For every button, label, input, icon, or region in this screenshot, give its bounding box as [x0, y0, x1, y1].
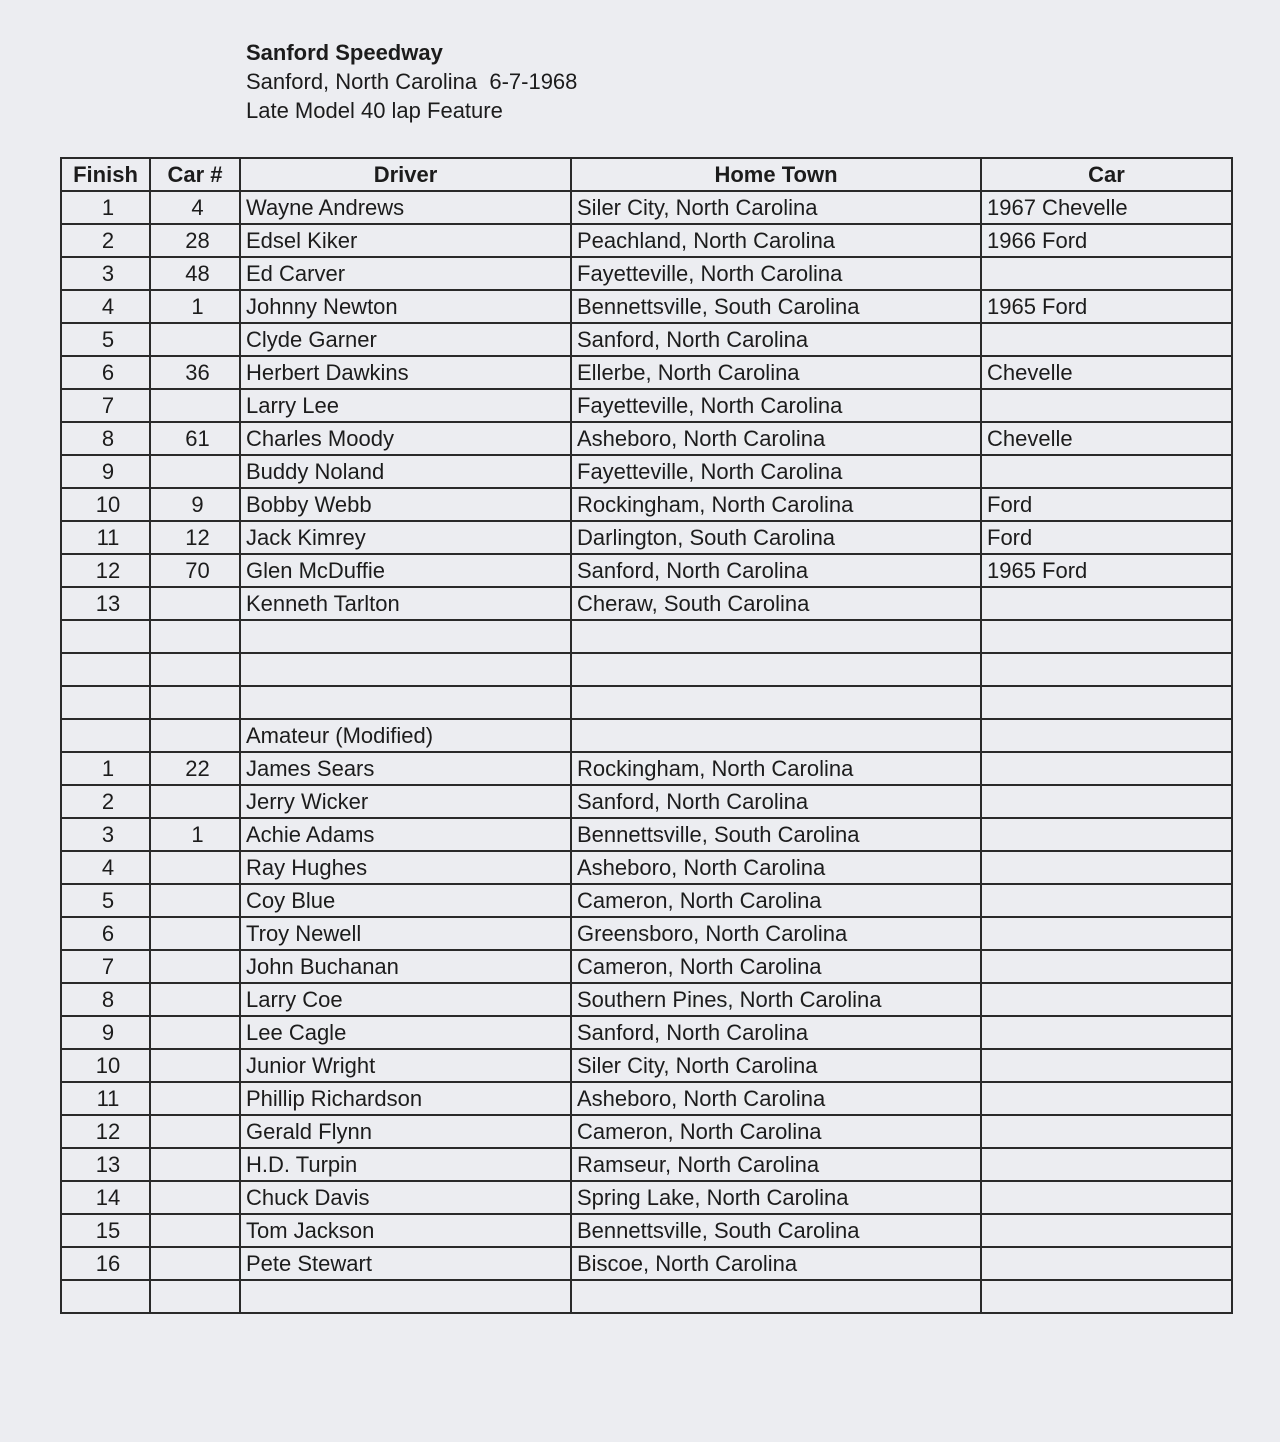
finish-cell: 7 [61, 950, 150, 983]
finish-cell: 13 [61, 1148, 150, 1181]
finish-cell: 4 [61, 851, 150, 884]
driver-cell [240, 620, 571, 653]
finish-cell: 16 [61, 1247, 150, 1280]
finish-cell [61, 719, 150, 752]
car-number-cell [150, 1016, 240, 1049]
table-row [61, 1016, 1232, 1049]
finish-cell: 13 [61, 587, 150, 620]
car-number-cell: 9 [150, 488, 240, 521]
home-town-cell: Greensboro, North Carolina [571, 917, 981, 950]
car-cell [981, 323, 1232, 356]
car-number-cell [150, 455, 240, 488]
driver-cell: Johnny Newton [240, 290, 571, 323]
home-town-cell: Bennettsville, South Carolina [571, 290, 981, 323]
car-cell [981, 818, 1232, 851]
results-table [60, 157, 1233, 1314]
car-number-cell [150, 587, 240, 620]
car-number-cell [150, 884, 240, 917]
car-number-cell: 12 [150, 521, 240, 554]
car-cell [981, 851, 1232, 884]
track-name: Sanford Speedway [246, 40, 443, 65]
document-header [246, 38, 577, 125]
finish-cell: 5 [61, 323, 150, 356]
home-town-cell: Asheboro, North Carolina [571, 422, 981, 455]
car-number-cell [150, 686, 240, 719]
table-row [61, 587, 1232, 620]
driver-cell: Charles Moody [240, 422, 571, 455]
table-row [61, 455, 1232, 488]
table-row [61, 389, 1232, 422]
home-town-cell: Spring Lake, North Carolina [571, 1181, 981, 1214]
car-number-cell: 22 [150, 752, 240, 785]
driver-cell: Bobby Webb [240, 488, 571, 521]
car-number-cell: 4 [150, 191, 240, 224]
home-town-cell: Bennettsville, South Carolina [571, 818, 981, 851]
table-row [61, 422, 1232, 455]
finish-cell: 7 [61, 389, 150, 422]
car-cell [981, 752, 1232, 785]
car-cell [981, 653, 1232, 686]
finish-cell: 9 [61, 455, 150, 488]
finish-cell: 11 [61, 1082, 150, 1115]
table-row [61, 356, 1232, 389]
car-number-cell [150, 1181, 240, 1214]
car-number-cell [150, 653, 240, 686]
car-cell [981, 620, 1232, 653]
driver-cell [240, 686, 571, 719]
driver-cell: Clyde Garner [240, 323, 571, 356]
finish-cell [61, 653, 150, 686]
home-town-cell: Fayetteville, North Carolina [571, 455, 981, 488]
driver-cell: Troy Newell [240, 917, 571, 950]
home-town-cell: Sanford, North Carolina [571, 1016, 981, 1049]
driver-cell: Chuck Davis [240, 1181, 571, 1214]
event-name: Late Model 40 lap Feature [246, 98, 503, 123]
col-header-car-number: Car # [150, 158, 240, 191]
finish-cell: 1 [61, 191, 150, 224]
driver-cell: Ray Hughes [240, 851, 571, 884]
car-cell [981, 1115, 1232, 1148]
driver-cell: Larry Coe [240, 983, 571, 1016]
home-town-cell: Cameron, North Carolina [571, 950, 981, 983]
car-number-cell [150, 1280, 240, 1313]
table-row [61, 1214, 1232, 1247]
table-row [61, 1115, 1232, 1148]
home-town-cell: Ramseur, North Carolina [571, 1148, 981, 1181]
car-number-cell [150, 917, 240, 950]
car-cell [981, 1181, 1232, 1214]
finish-cell: 15 [61, 1214, 150, 1247]
finish-cell: 2 [61, 785, 150, 818]
table-row [61, 1247, 1232, 1280]
table-row [61, 917, 1232, 950]
table-row [61, 1148, 1232, 1181]
car-cell [981, 686, 1232, 719]
home-town-cell: Biscoe, North Carolina [571, 1247, 981, 1280]
finish-cell: 10 [61, 488, 150, 521]
car-number-cell [150, 851, 240, 884]
car-number-cell [150, 1247, 240, 1280]
car-cell: Ford [981, 488, 1232, 521]
driver-cell: H.D. Turpin [240, 1148, 571, 1181]
driver-cell: Amateur (Modified) [240, 719, 571, 752]
finish-cell: 10 [61, 1049, 150, 1082]
finish-cell: 6 [61, 356, 150, 389]
finish-cell [61, 686, 150, 719]
driver-cell: Ed Carver [240, 257, 571, 290]
finish-cell: 9 [61, 1016, 150, 1049]
car-number-cell [150, 983, 240, 1016]
home-town-cell: Rockingham, North Carolina [571, 488, 981, 521]
col-header-driver: Driver [240, 158, 571, 191]
finish-cell: 3 [61, 257, 150, 290]
table-row [61, 290, 1232, 323]
car-number-cell: 48 [150, 257, 240, 290]
home-town-cell: Asheboro, North Carolina [571, 851, 981, 884]
table-row [61, 1082, 1232, 1115]
car-cell: Chevelle [981, 356, 1232, 389]
home-town-cell: Peachland, North Carolina [571, 224, 981, 257]
car-cell [981, 389, 1232, 422]
car-cell [981, 1016, 1232, 1049]
car-cell [981, 785, 1232, 818]
finish-cell: 14 [61, 1181, 150, 1214]
car-number-cell [150, 323, 240, 356]
table-row [61, 191, 1232, 224]
header-row [61, 158, 1232, 191]
driver-cell: Herbert Dawkins [240, 356, 571, 389]
driver-cell: Glen McDuffie [240, 554, 571, 587]
car-cell [981, 719, 1232, 752]
driver-cell: Junior Wright [240, 1049, 571, 1082]
driver-cell: Gerald Flynn [240, 1115, 571, 1148]
home-town-cell [571, 719, 981, 752]
finish-cell: 6 [61, 917, 150, 950]
table-row [61, 257, 1232, 290]
finish-cell: 4 [61, 290, 150, 323]
home-town-cell [571, 620, 981, 653]
table-row [61, 521, 1232, 554]
col-header-finish: Finish [61, 158, 150, 191]
car-cell: 1965 Ford [981, 290, 1232, 323]
car-number-cell: 36 [150, 356, 240, 389]
finish-cell [61, 1280, 150, 1313]
table-row [61, 488, 1232, 521]
col-header-home-town: Home Town [571, 158, 981, 191]
car-cell: 1965 Ford [981, 554, 1232, 587]
home-town-cell: Cameron, North Carolina [571, 1115, 981, 1148]
finish-cell: 8 [61, 422, 150, 455]
car-number-cell [150, 620, 240, 653]
home-town-cell [571, 686, 981, 719]
driver-cell: Phillip Richardson [240, 1082, 571, 1115]
driver-cell: Jerry Wicker [240, 785, 571, 818]
finish-cell: 11 [61, 521, 150, 554]
col-header-car: Car [981, 158, 1232, 191]
driver-cell: Coy Blue [240, 884, 571, 917]
car-number-cell [150, 785, 240, 818]
home-town-cell: Fayetteville, North Carolina [571, 257, 981, 290]
table-row [61, 653, 1232, 686]
car-cell: Chevelle [981, 422, 1232, 455]
table-row [61, 719, 1232, 752]
table-row [61, 752, 1232, 785]
car-number-cell [150, 1049, 240, 1082]
driver-cell [240, 653, 571, 686]
home-town-cell: Ellerbe, North Carolina [571, 356, 981, 389]
car-cell [981, 917, 1232, 950]
home-town-cell: Bennettsville, South Carolina [571, 1214, 981, 1247]
driver-cell: Lee Cagle [240, 1016, 571, 1049]
car-cell: 1967 Chevelle [981, 191, 1232, 224]
car-number-cell: 61 [150, 422, 240, 455]
driver-cell: Kenneth Tarlton [240, 587, 571, 620]
driver-cell: James Sears [240, 752, 571, 785]
car-number-cell: 70 [150, 554, 240, 587]
table-row [61, 950, 1232, 983]
finish-cell: 8 [61, 983, 150, 1016]
driver-cell: Pete Stewart [240, 1247, 571, 1280]
home-town-cell: Cheraw, South Carolina [571, 587, 981, 620]
car-number-cell [150, 719, 240, 752]
car-number-cell [150, 1115, 240, 1148]
home-town-cell: Sanford, North Carolina [571, 554, 981, 587]
table-row [61, 554, 1232, 587]
home-town-cell: Darlington, South Carolina [571, 521, 981, 554]
car-cell [981, 950, 1232, 983]
car-number-cell [150, 1082, 240, 1115]
car-cell [981, 587, 1232, 620]
table-row [61, 620, 1232, 653]
car-cell [981, 1148, 1232, 1181]
home-town-cell [571, 653, 981, 686]
car-cell [981, 1082, 1232, 1115]
finish-cell: 12 [61, 554, 150, 587]
car-number-cell: 28 [150, 224, 240, 257]
table-row [61, 983, 1232, 1016]
driver-cell: Buddy Noland [240, 455, 571, 488]
car-cell [981, 455, 1232, 488]
home-town-cell: Siler City, North Carolina [571, 191, 981, 224]
car-number-cell: 1 [150, 290, 240, 323]
finish-cell: 3 [61, 818, 150, 851]
car-cell [981, 983, 1232, 1016]
driver-cell: Edsel Kiker [240, 224, 571, 257]
home-town-cell: Sanford, North Carolina [571, 323, 981, 356]
finish-cell: 5 [61, 884, 150, 917]
car-number-cell [150, 950, 240, 983]
table-row [61, 1181, 1232, 1214]
car-cell: Ford [981, 521, 1232, 554]
home-town-cell: Southern Pines, North Carolina [571, 983, 981, 1016]
driver-cell: Tom Jackson [240, 1214, 571, 1247]
location-date: Sanford, North Carolina 6-7-1968 [246, 69, 578, 94]
driver-cell: Achie Adams [240, 818, 571, 851]
table-row [61, 1280, 1232, 1313]
table-row [61, 686, 1232, 719]
finish-cell: 2 [61, 224, 150, 257]
table-row [61, 785, 1232, 818]
driver-cell: John Buchanan [240, 950, 571, 983]
table-row [61, 884, 1232, 917]
results-body [61, 191, 1232, 1313]
table-row [61, 224, 1232, 257]
table-row [61, 851, 1232, 884]
car-cell [981, 1214, 1232, 1247]
driver-cell: Larry Lee [240, 389, 571, 422]
driver-cell: Jack Kimrey [240, 521, 571, 554]
table-row [61, 818, 1232, 851]
car-number-cell: 1 [150, 818, 240, 851]
home-town-cell: Siler City, North Carolina [571, 1049, 981, 1082]
car-cell: 1966 Ford [981, 224, 1232, 257]
home-town-cell: Cameron, North Carolina [571, 884, 981, 917]
home-town-cell: Fayetteville, North Carolina [571, 389, 981, 422]
driver-cell: Wayne Andrews [240, 191, 571, 224]
driver-cell [240, 1280, 571, 1313]
car-cell [981, 257, 1232, 290]
car-cell [981, 1049, 1232, 1082]
car-cell [981, 884, 1232, 917]
home-town-cell: Asheboro, North Carolina [571, 1082, 981, 1115]
home-town-cell [571, 1280, 981, 1313]
car-cell [981, 1280, 1232, 1313]
finish-cell: 1 [61, 752, 150, 785]
car-number-cell [150, 1214, 240, 1247]
table-row [61, 1049, 1232, 1082]
car-number-cell [150, 1148, 240, 1181]
car-number-cell [150, 389, 240, 422]
finish-cell [61, 620, 150, 653]
finish-cell: 12 [61, 1115, 150, 1148]
home-town-cell: Rockingham, North Carolina [571, 752, 981, 785]
table-row [61, 323, 1232, 356]
home-town-cell: Sanford, North Carolina [571, 785, 981, 818]
car-cell [981, 1247, 1232, 1280]
